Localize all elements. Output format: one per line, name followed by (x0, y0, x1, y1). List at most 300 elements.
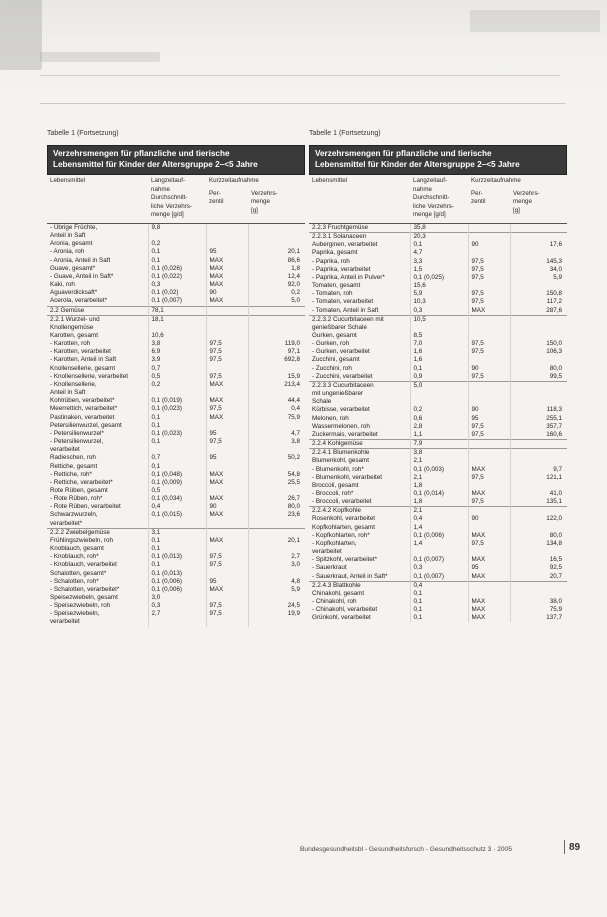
cell-food: 2.2.4 Kohlgemüse (309, 440, 410, 449)
table-row (309, 507, 567, 516)
cell-amount: 357,7 (510, 423, 567, 431)
cell-longterm: 0,1 (148, 414, 206, 422)
cell-longterm: 0,1 (0,003) (410, 466, 468, 474)
cell-longterm: 3,8 (410, 449, 468, 458)
cell-percentile: 90 (206, 289, 248, 297)
table-row (309, 457, 567, 465)
cell-amount: 287,6 (510, 307, 567, 316)
cell-food: - Spitzkohl, verarbeitet* (312, 556, 378, 564)
cell-longterm: 3,0 (148, 594, 206, 602)
cell-percentile: MAX (206, 471, 248, 479)
cell-longterm: 0,1 (0,026) (148, 265, 206, 273)
cell-amount (248, 332, 305, 340)
cell-food: - Speisezwiebeln, roh (50, 602, 111, 610)
cell-food: Anteil in Saft (50, 232, 86, 240)
cell-longterm: 2,7 (148, 610, 206, 618)
cell-percentile: MAX (206, 257, 248, 265)
cell-food: - Paprika, Anteil in Pulver* (312, 273, 385, 281)
cell-food: Anteil in Saft (50, 389, 86, 397)
cell-food: - Knoblauch, roh* (50, 553, 99, 561)
cell-amount (248, 520, 305, 529)
table-row (309, 390, 567, 398)
cell-amount: 12,4 (248, 273, 305, 281)
cell-longterm: 3,3 (410, 258, 468, 266)
cell-amount: 16,5 (510, 556, 567, 564)
cell-longterm: 0,1 (0,048) (148, 471, 206, 479)
cell-food: - Karotten, verarbeitet (50, 348, 111, 356)
cell-percentile (468, 548, 510, 556)
cell-amount: 3,8 (248, 438, 305, 446)
cell-percentile (468, 524, 510, 532)
table-row (47, 306, 305, 315)
table-row (47, 545, 305, 553)
cell-longterm: 0,2 (148, 381, 206, 389)
table-row (47, 454, 305, 462)
cell-amount (248, 618, 305, 626)
cell-food: - Zucchini, roh (312, 364, 352, 372)
cell-amount: 2,7 (248, 553, 305, 561)
cell-longterm: 0,1 (0,023) (148, 430, 206, 438)
cell-percentile: 90 (206, 503, 248, 511)
cell-percentile: MAX (468, 598, 510, 606)
cell-food: - Tomaten, roh (312, 290, 353, 298)
cell-food: - Übrige Früchte, (47, 223, 148, 232)
cell-longterm: 10,6 (148, 332, 206, 340)
table-caption-left: Tabelle 1 (Fortsetzung) (47, 130, 119, 137)
cell-longterm: 1,8 (410, 482, 468, 490)
cell-amount (510, 332, 567, 340)
cell-longterm: 78,1 (148, 306, 206, 315)
cell-longterm: 7,0 (410, 340, 468, 348)
cell-food: Chinakohl, gesamt (312, 589, 365, 597)
cell-percentile: 97,5 (206, 610, 248, 618)
cell-amount: 44,4 (248, 397, 305, 405)
cell-amount (248, 487, 305, 495)
cell-amount: 19,9 (248, 610, 305, 618)
cell-amount (510, 507, 567, 516)
cell-percentile (468, 482, 510, 490)
cell-percentile: MAX (468, 573, 510, 582)
cell-percentile (468, 223, 510, 232)
table-caption-right: Tabelle 1 (Fortsetzung) (309, 130, 381, 137)
cell-percentile (206, 545, 248, 553)
cell-amount: 160,6 (510, 431, 567, 440)
cell-food: 2.2.3.2 Cucurbitaceen mit (309, 315, 410, 324)
cell-percentile: 97,5 (468, 423, 510, 431)
cell-amount: 20,1 (248, 537, 305, 545)
cell-amount (510, 548, 567, 556)
cell-food: 2.2.3.3 Cucurbitaceen (309, 381, 410, 390)
col-header-longterm: Langzeitauf- nahme Durchschnitt- liche Verzehrs- menge [g/d] (413, 177, 454, 219)
table-body (309, 223, 567, 622)
cell-amount: 20,1 (248, 248, 305, 256)
cell-longterm: 0,1 (0,014) (410, 490, 468, 498)
cell-percentile: 95 (468, 564, 510, 572)
cell-food: 2.2.3.1 Solanaceen (309, 233, 410, 242)
cell-percentile (206, 315, 248, 324)
cell-amount: 1,8 (248, 265, 305, 273)
cell-amount (510, 581, 567, 590)
cell-percentile: 90 (468, 241, 510, 249)
cell-percentile (468, 324, 510, 332)
cell-percentile: 97,5 (468, 373, 510, 382)
cell-amount: 4,7 (248, 430, 305, 438)
cell-food: - Knollensellerie, verarbeitet (50, 372, 129, 380)
table-row (47, 594, 305, 602)
cell-percentile: 95 (468, 415, 510, 423)
cell-longterm: 0,7 (148, 365, 206, 373)
header-rule (40, 75, 560, 76)
cell-percentile: MAX (206, 495, 248, 503)
cell-percentile: 97,5 (206, 340, 248, 348)
cell-longterm: 0,1 (148, 248, 206, 256)
cell-longterm (410, 398, 468, 406)
cell-food: Schwarzwurzeln, (50, 511, 98, 519)
cell-longterm: 0,1 (0,009) (148, 479, 206, 487)
cell-food: verarbeitet (50, 446, 80, 454)
cell-longterm: 5,0 (410, 381, 468, 390)
cell-longterm: 0,1 (410, 614, 468, 622)
cell-longterm: 0,2 (148, 240, 206, 248)
cell-food: Guave, gesamt* (50, 264, 96, 272)
cell-amount: 106,3 (510, 348, 567, 356)
table-row (309, 223, 567, 232)
cell-longterm: 0,1 (410, 590, 468, 598)
cell-percentile (206, 306, 248, 315)
cell-percentile (206, 528, 248, 537)
col-header-longterm: Langzeitauf- nahme Durchschnitt- liche Verzehrs- menge [g/d] (151, 177, 192, 219)
footer-divider (564, 840, 565, 854)
cell-food: - Guave, Anteil in Saft* (50, 272, 114, 280)
cell-food: - Paprika, roh (312, 257, 350, 265)
table-row (47, 553, 305, 561)
cell-percentile: 97,5 (468, 348, 510, 356)
table-row (47, 618, 305, 626)
cell-amount (248, 365, 305, 373)
cell-longterm: 2,1 (410, 474, 468, 482)
table-row (47, 348, 305, 356)
table-row (47, 324, 305, 332)
cell-food: Rosenkohl, verarbeitet (312, 515, 376, 523)
table-row (47, 340, 305, 348)
cell-longterm: 0,3 (410, 307, 468, 316)
cell-longterm (148, 389, 206, 397)
cell-percentile: 97,5 (206, 356, 248, 364)
cell-longterm: 0,1 (0,007) (148, 297, 206, 306)
cell-food: - Knollensellerie, (50, 380, 97, 388)
cell-amount (510, 381, 567, 390)
cell-longterm: 0,1 (0,015) (148, 511, 206, 519)
cell-longterm: 0,2 (410, 406, 468, 414)
consumption-table-left (47, 175, 305, 627)
table-row (47, 520, 305, 529)
table-row (47, 446, 305, 454)
cell-amount (248, 240, 305, 248)
cell-food: Acerola, verarbeitet* (50, 297, 108, 305)
cell-food: 2.2.2 Zwiebelgemüse (47, 528, 148, 537)
cell-food: - Blumenkohl, roh* (312, 465, 364, 473)
cell-percentile: MAX (206, 414, 248, 422)
cell-food: - Broccoli, verarbeitet (312, 498, 372, 506)
table-row (309, 332, 567, 340)
cell-food: verarbeitet (50, 618, 80, 626)
table-row (47, 422, 305, 430)
cell-percentile: 97,5 (468, 431, 510, 440)
cell-percentile (468, 590, 510, 598)
cell-longterm: 0,1 (0,022) (148, 273, 206, 281)
cell-percentile (206, 463, 248, 471)
cell-longterm (410, 548, 468, 556)
cell-amount: 5,9 (510, 274, 567, 282)
cell-percentile (468, 249, 510, 257)
cell-amount (510, 457, 567, 465)
cell-food: 2.2.4.1 Blumenkohle (309, 449, 410, 458)
cell-food: - Rettiche, verarbeitet* (50, 478, 113, 486)
cell-percentile (468, 390, 510, 398)
table-row (47, 471, 305, 479)
cell-amount: 17,6 (510, 241, 567, 249)
cell-amount (248, 463, 305, 471)
cell-percentile: 95 (206, 454, 248, 462)
cell-percentile: MAX (206, 265, 248, 273)
cell-longterm: 0,1 (410, 606, 468, 614)
cell-percentile (468, 233, 510, 242)
cell-amount: 213,4 (248, 381, 305, 389)
cell-percentile: 97,5 (468, 266, 510, 274)
cell-amount: 41,0 (510, 490, 567, 498)
cell-amount (248, 528, 305, 537)
cell-longterm: 15,6 (410, 282, 468, 290)
cell-longterm: 0,4 (410, 515, 468, 523)
table-row (47, 405, 305, 413)
cell-amount (510, 482, 567, 490)
cell-longterm: 4,7 (410, 249, 468, 257)
cell-food: - Aronia, roh (50, 248, 85, 256)
cell-longterm: 35,8 (410, 223, 468, 232)
cell-amount: 80,0 (510, 365, 567, 373)
cell-amount: 121,1 (510, 474, 567, 482)
table-row (309, 466, 567, 474)
cell-percentile (468, 381, 510, 390)
table-row (309, 324, 567, 332)
cell-amount: 9,7 (510, 466, 567, 474)
cell-food: Paprika, gesamt (312, 249, 358, 257)
table-row (47, 273, 305, 281)
table-row (309, 398, 567, 406)
cell-percentile: MAX (206, 273, 248, 281)
cell-longterm: 10,3 (410, 298, 468, 306)
cell-amount (510, 324, 567, 332)
cell-amount: 26,7 (248, 495, 305, 503)
cell-food: Kürbisse, verarbeitet (312, 406, 370, 414)
table-row (47, 487, 305, 495)
cell-food: - Chinakohl, verarbeitet (312, 606, 378, 614)
cell-amount: 97,1 (248, 348, 305, 356)
cell-percentile: 97,5 (468, 290, 510, 298)
table-row (47, 503, 305, 511)
cell-percentile (468, 356, 510, 364)
scan-artifact (0, 0, 42, 70)
table-row (47, 281, 305, 289)
cell-food: - Paprika, verarbeitet (312, 265, 371, 273)
cell-percentile (468, 581, 510, 590)
cell-food: - Speisezwiebeln, (50, 610, 100, 618)
cell-food: 2.2.1 Wurzel- und (47, 315, 148, 324)
cell-percentile (206, 240, 248, 248)
cell-food: Blumenkohl, gesamt (312, 457, 370, 465)
cell-amount: 38,0 (510, 598, 567, 606)
cell-food: - Kopfkohlarten, (312, 539, 357, 547)
cell-food: Petersilienwurzel, gesamt (50, 421, 122, 429)
table-row (47, 511, 305, 519)
cell-amount: 0,4 (248, 405, 305, 413)
cell-food: - Tomaten, verarbeitet (312, 298, 374, 306)
cell-percentile (206, 594, 248, 602)
table-row (309, 490, 567, 498)
cell-percentile (206, 389, 248, 397)
cell-percentile (206, 618, 248, 626)
cell-food: Aguaverdicksaft* (50, 289, 98, 297)
cell-amount (248, 570, 305, 578)
table-row (47, 586, 305, 594)
table-row (309, 548, 567, 556)
table-row (309, 415, 567, 423)
cell-amount (510, 390, 567, 398)
table-row (309, 233, 567, 242)
cell-food: 2.2 Gemüse (47, 306, 148, 315)
cell-food: verarbeitet* (50, 519, 83, 527)
cell-percentile: MAX (206, 397, 248, 405)
cell-percentile (468, 457, 510, 465)
cell-food: - Broccoli, roh* (312, 489, 354, 497)
cell-food: - Chinakohl, roh (312, 598, 357, 605)
table-row (309, 440, 567, 449)
cell-food: - Gurken, verarbeitet (312, 348, 370, 356)
table-row (309, 498, 567, 507)
cell-longterm: 0,9 (410, 373, 468, 382)
cell-food: - Karotten, Anteil in Saft (50, 356, 117, 364)
col-header-percentile: Per- zentil (209, 189, 224, 206)
cell-percentile: 97,5 (468, 274, 510, 282)
cell-percentile: 97,5 (206, 438, 248, 446)
cell-amount: 4,8 (248, 578, 305, 586)
cell-food: Kopfkohlarten, gesamt (312, 523, 376, 531)
cell-longterm: 3,8 (148, 340, 206, 348)
cell-food: - Tomaten, Anteil in Saft (312, 306, 379, 314)
cell-amount: 75,9 (248, 414, 305, 422)
cell-amount: 134,8 (510, 540, 567, 548)
cell-food: - Kopfkohlarten, roh* (312, 531, 370, 539)
cell-percentile (206, 232, 248, 240)
cell-food: Kohlrüben, verarbeitet* (50, 397, 115, 405)
table-row (47, 356, 305, 364)
scan-artifact (40, 52, 160, 62)
cell-percentile: 97,5 (468, 498, 510, 507)
cell-percentile: MAX (206, 537, 248, 545)
cell-amount: 92,5 (510, 564, 567, 572)
cell-food: - Petersilienwurzel* (50, 429, 104, 437)
table-row (47, 315, 305, 324)
cell-food: Kaki, roh (50, 281, 75, 289)
cell-amount: 118,3 (510, 406, 567, 414)
cell-longterm: 20,3 (410, 233, 468, 242)
cell-percentile (468, 449, 510, 458)
cell-longterm: 8,5 (410, 332, 468, 340)
table-row (309, 423, 567, 431)
cell-longterm: 0,1 (410, 365, 468, 373)
cell-amount (248, 446, 305, 454)
cell-food: Zucchini, gesamt (312, 356, 360, 364)
table-row (47, 610, 305, 618)
table-row (47, 578, 305, 586)
table-row (309, 373, 567, 382)
cell-percentile (206, 520, 248, 529)
cell-longterm: 0,1 (0,034) (148, 495, 206, 503)
cell-percentile: 90 (468, 406, 510, 414)
table-row (309, 249, 567, 257)
cell-food: - Rote Rüben, roh* (50, 495, 103, 503)
cell-amount: 255,1 (510, 415, 567, 423)
cell-food: Auberginen, verarbeitet (312, 241, 378, 249)
cell-amount: 99,5 (510, 373, 567, 382)
table-row (309, 431, 567, 440)
cell-longterm: 1,1 (410, 431, 468, 440)
cell-amount (510, 282, 567, 290)
cell-percentile: MAX (206, 297, 248, 306)
cell-percentile: 97,5 (206, 602, 248, 610)
page-number: 89 (569, 842, 581, 853)
table-row (47, 223, 305, 232)
cell-amount: 122,0 (510, 515, 567, 523)
col-header-percentile: Per- zentil (471, 189, 486, 206)
cell-longterm: 10,5 (410, 315, 468, 324)
cell-percentile: MAX (468, 307, 510, 316)
table-row (309, 556, 567, 564)
cell-amount (248, 232, 305, 240)
cell-percentile (468, 282, 510, 290)
table-row (309, 258, 567, 266)
cell-longterm: 0,1 (148, 537, 206, 545)
cell-amount (510, 449, 567, 458)
col-header-food: Lebensmittel (50, 177, 86, 184)
cell-food: Zuckermais, verarbeitet (312, 430, 378, 438)
cell-longterm: 1,6 (410, 356, 468, 364)
cell-amount (248, 389, 305, 397)
table-row (309, 381, 567, 390)
table-row (47, 479, 305, 487)
cell-amount (248, 594, 305, 602)
cell-food: genießbarer Schale (312, 323, 367, 331)
table-row (309, 524, 567, 532)
table-row (47, 561, 305, 569)
table-row (47, 430, 305, 438)
cell-longterm: 0,1 (148, 422, 206, 430)
table-row (309, 274, 567, 282)
cell-longterm: 0,1 (0,007) (410, 573, 468, 582)
cell-food: - Blumenkohl, verarbeitet (312, 473, 382, 481)
cell-food: Meerrettich, verarbeitet* (50, 405, 118, 413)
table-row (309, 474, 567, 482)
cell-food: 2.2.4.2 Kopfkohle (309, 507, 410, 516)
header-rule (40, 103, 565, 104)
cell-amount: 25,5 (248, 479, 305, 487)
cell-food: Schale (312, 398, 332, 406)
cell-amount (510, 524, 567, 532)
table-row (309, 598, 567, 606)
table-row (47, 381, 305, 389)
cell-percentile: 97,5 (468, 298, 510, 306)
cell-percentile: MAX (206, 281, 248, 289)
